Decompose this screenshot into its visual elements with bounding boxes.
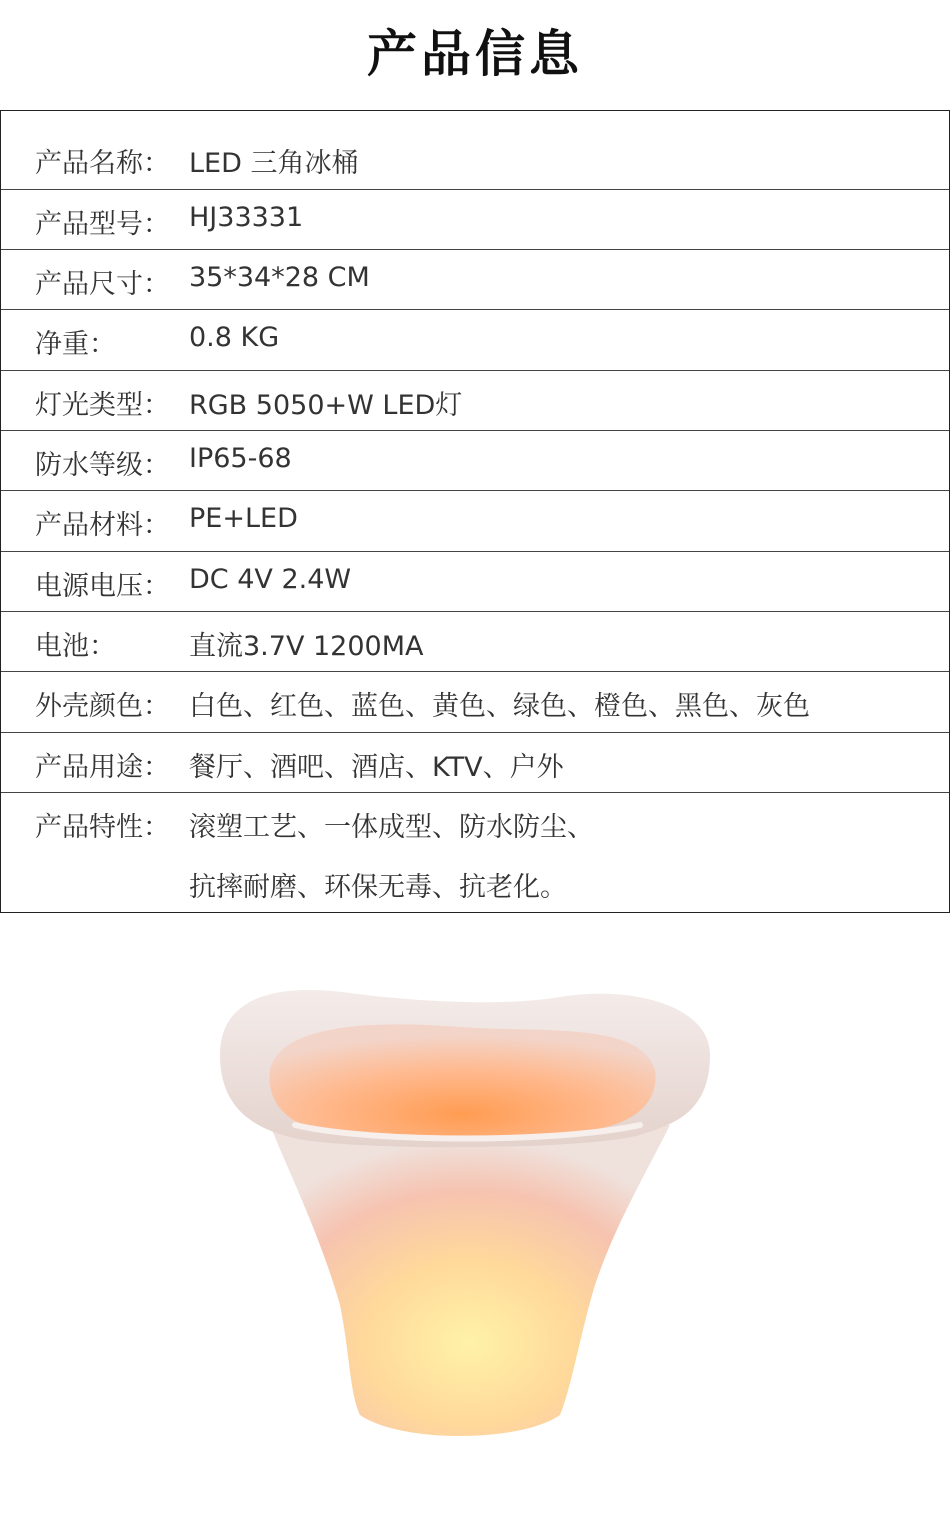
spec-value: 直流3.7V 1200MA (189, 631, 424, 662)
spec-value: 0.8 KG (189, 322, 280, 353)
spec-label: 产品型号： (35, 209, 170, 240)
spec-row-size (1, 250, 949, 310)
spec-row-features (1, 793, 949, 911)
spec-value: 白色、红色、蓝色、黄色、绿色、橙色、黑色、灰色 (189, 691, 810, 722)
spec-value-line2: 抗摔耐磨、环保无毒、抗老化。 (189, 872, 567, 903)
spec-row-light (1, 371, 949, 431)
spec-label: 产品尺寸： (35, 269, 170, 300)
spec-label: 产品名称： (35, 148, 170, 179)
spec-label: 外壳颜色： (35, 691, 170, 722)
spec-value: PE+LED (189, 503, 298, 534)
bucket-body (270, 1125, 670, 1436)
spec-row-voltage (1, 552, 949, 612)
spec-row-name (1, 111, 949, 190)
spec-value: 35*34*28 CM (189, 262, 370, 293)
spec-value: 滚塑工艺、一体成型、防水防尘、 (189, 812, 594, 843)
spec-value: LED 三角冰桶 (189, 148, 359, 179)
spec-table (0, 110, 950, 913)
spec-row-material (1, 491, 949, 552)
spec-value: RGB 5050+W LED灯 (189, 390, 463, 421)
spec-row-battery (1, 612, 949, 672)
spec-label: 灯光类型： (35, 390, 170, 421)
spec-row-weight (1, 310, 949, 371)
spec-label: 电池： (35, 631, 116, 662)
spec-row-colors (1, 672, 949, 733)
bucket-opening (269, 1024, 655, 1136)
spec-label: 防水等级： (35, 450, 170, 481)
ice-bucket-photo-icon (200, 975, 720, 1455)
spec-label: 净重： (35, 329, 116, 360)
spec-label: 产品材料： (35, 510, 170, 541)
spec-label: 产品用途： (35, 752, 170, 783)
spec-value: 餐厅、酒吧、酒店、KTV、户外 (189, 752, 564, 783)
spec-value: IP65-68 (189, 443, 292, 474)
spec-row-waterproof (1, 431, 949, 491)
page-title: 产品信息 (367, 25, 583, 83)
spec-row-model (1, 190, 949, 250)
spec-value: DC 4V 2.4W (189, 564, 352, 595)
spec-row-usage (1, 733, 949, 793)
spec-label: 产品特性： (35, 812, 170, 843)
spec-value: HJ33331 (189, 202, 304, 233)
spec-label: 电源电压： (35, 571, 170, 602)
